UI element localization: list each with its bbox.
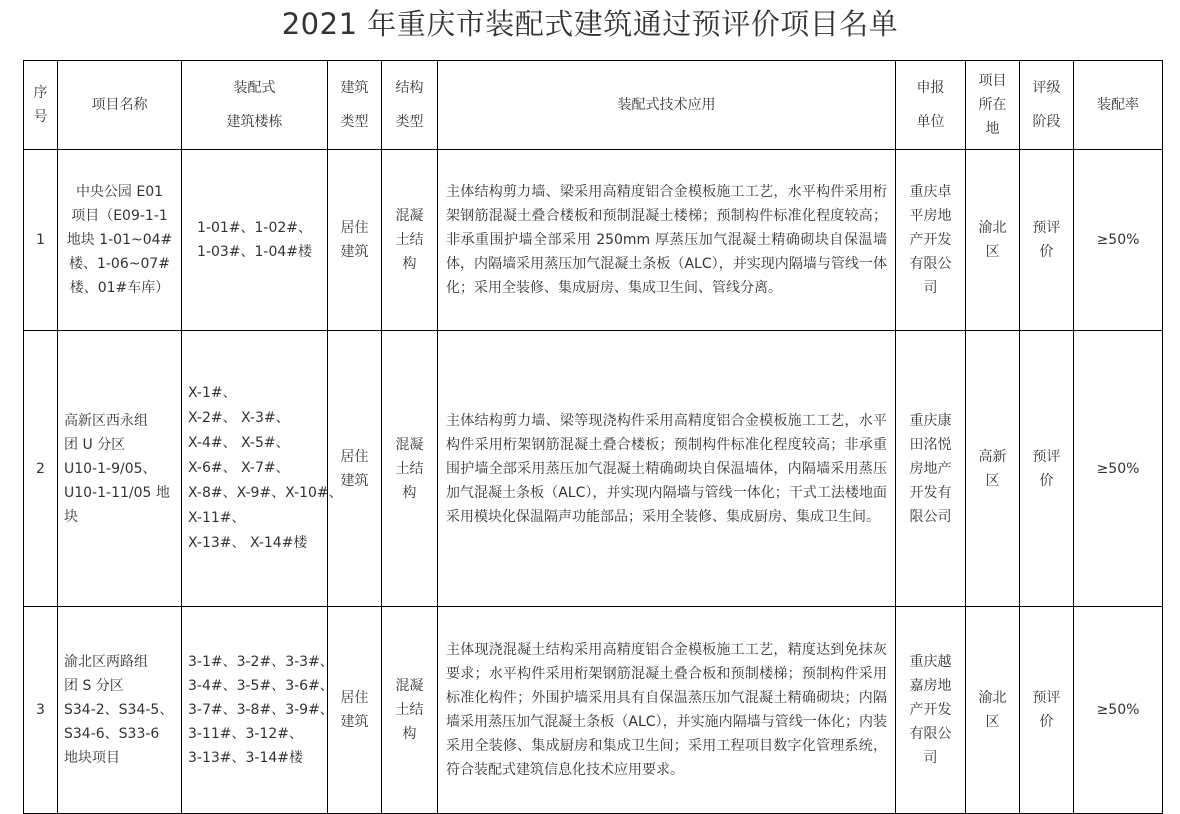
header-building-type: 建筑 类型 xyxy=(328,61,382,150)
row-rate: ≥50% xyxy=(1074,607,1163,814)
row-stage: 预评 价 xyxy=(1020,150,1074,331)
header-seq: 序 号 xyxy=(24,61,58,150)
header-applicant: 申报 单位 xyxy=(896,61,966,150)
row-building-type: 居住 建筑 xyxy=(328,331,382,607)
table-row xyxy=(24,331,1163,607)
header-project-name: 项目名称 xyxy=(58,61,182,150)
row-seq: 1 xyxy=(24,150,58,331)
header-location: 项目 所在 地 xyxy=(966,61,1020,150)
table-header-row xyxy=(24,61,1163,150)
row-buildings: 3-1#、3-2#、3-3#、 3-4#、3-5#、3-6#、 3-7#、3-8#、3-9#、 3-11#、3-12#、 3-13#、3-14#楼 xyxy=(182,607,328,814)
row-location: 渝北 区 xyxy=(966,150,1020,331)
row-stage: 预评 价 xyxy=(1020,331,1074,607)
header-structure-type: 结构 类型 xyxy=(382,61,438,150)
row-structure-type: 混凝 土结 构 xyxy=(382,150,438,331)
row-location: 高新 区 xyxy=(966,331,1020,607)
project-table xyxy=(23,60,1163,814)
row-project-name: 高新区西永组 团 U 分区 U10-1-9/05、 U10-1-11/05 地 块 xyxy=(58,331,182,607)
row-project-name: 中央公园 E01 项目（E09-1-1 地块 1-01~04# 楼、1-06~07# 楼、01#车库） xyxy=(58,150,182,331)
row-project-name: 渝北区两路组 团 S 分区 S34-2、S34-5、 S34-6、S33-6 地块项目 xyxy=(58,607,182,814)
row-buildings: 1-01#、1-02#、 1-03#、1-04#楼 xyxy=(182,150,328,331)
header-buildings: 装配式 建筑楼栋 xyxy=(182,61,328,150)
row-seq: 2 xyxy=(24,331,58,607)
row-stage: 预评 价 xyxy=(1020,607,1074,814)
header-technology: 装配式技术应用 xyxy=(438,61,896,150)
row-applicant: 重庆康 田洺悦 房地产 开发有 限公司 xyxy=(896,331,966,607)
row-applicant: 重庆越 嘉房地 产开发 有限公 司 xyxy=(896,607,966,814)
row-location: 渝北 区 xyxy=(966,607,1020,814)
row-buildings: X-1#、 X-2#、 X-3#、 X-4#、 X-5#、 X-6#、 X-7#、 X-8#、X-9#、X-10#、 X-11#、 X-13#、 X-14#楼 xyxy=(182,331,328,607)
header-stage: 评级 阶段 xyxy=(1020,61,1074,150)
row-rate: ≥50% xyxy=(1074,150,1163,331)
row-applicant: 重庆卓 平房地 产开发 有限公 司 xyxy=(896,150,966,331)
row-rate: ≥50% xyxy=(1074,331,1163,607)
row-structure-type: 混凝 土结 构 xyxy=(382,331,438,607)
table-row xyxy=(24,607,1163,814)
row-technology: 主体现浇混凝土结构采用高精度铝合金模板施工工艺，精度达到免抹灰要求；水平构件采用桁架钢筋混凝土叠合板和预制楼梯；预制构件采用标准化构件；外围护墙采用具有自保温蒸压加气混凝土精确砌块；内隔墙采用蒸压加气混凝土条板（ALC），并实施内隔墙与管线一体化；内装采用全装修、集成厨房和集成卫生间；采用工程项目数字化管理系统，符合装配式建筑信息化技术应用要求。 xyxy=(438,607,896,814)
table-row xyxy=(24,150,1163,331)
header-rate: 装配率 xyxy=(1074,61,1163,150)
row-technology: 主体结构剪力墙、梁等现浇构件采用高精度铝合金模板施工工艺，水平构件采用桁架钢筋混凝土叠合楼板；预制构件标准化程度较高；非承重围护墙全部采用蒸压加气混凝土精确砌块自保温墙体，内隔墙采用蒸压加气混凝土条板（ALC），并实现内隔墙与管线一体化；干式工法楼地面采用模块化保温隔声功能部品；采用全装修、集成厨房、集成卫生间。 xyxy=(438,331,896,607)
row-structure-type: 混凝 土结 构 xyxy=(382,607,438,814)
page-title: 2021 年重庆市装配式建筑通过预评价项目名单 xyxy=(281,7,899,41)
row-technology: 主体结构剪力墙、梁采用高精度铝合金模板施工工艺，水平构件采用桁架钢筋混凝土叠合楼板和预制混凝土楼梯；预制构件标准化程度较高；非承重围护墙全部采用 250mm 厚蒸压加气混凝土精确砌块自保温墙体，内隔墙采用蒸压加气混凝土条板（ALC），并实现内隔墙与管线一体化；采用全装修、集成厨房、集成卫生间、管线分离。 xyxy=(438,150,896,331)
row-seq: 3 xyxy=(24,607,58,814)
row-building-type: 居住 建筑 xyxy=(328,150,382,331)
row-building-type: 居住 建筑 xyxy=(328,607,382,814)
